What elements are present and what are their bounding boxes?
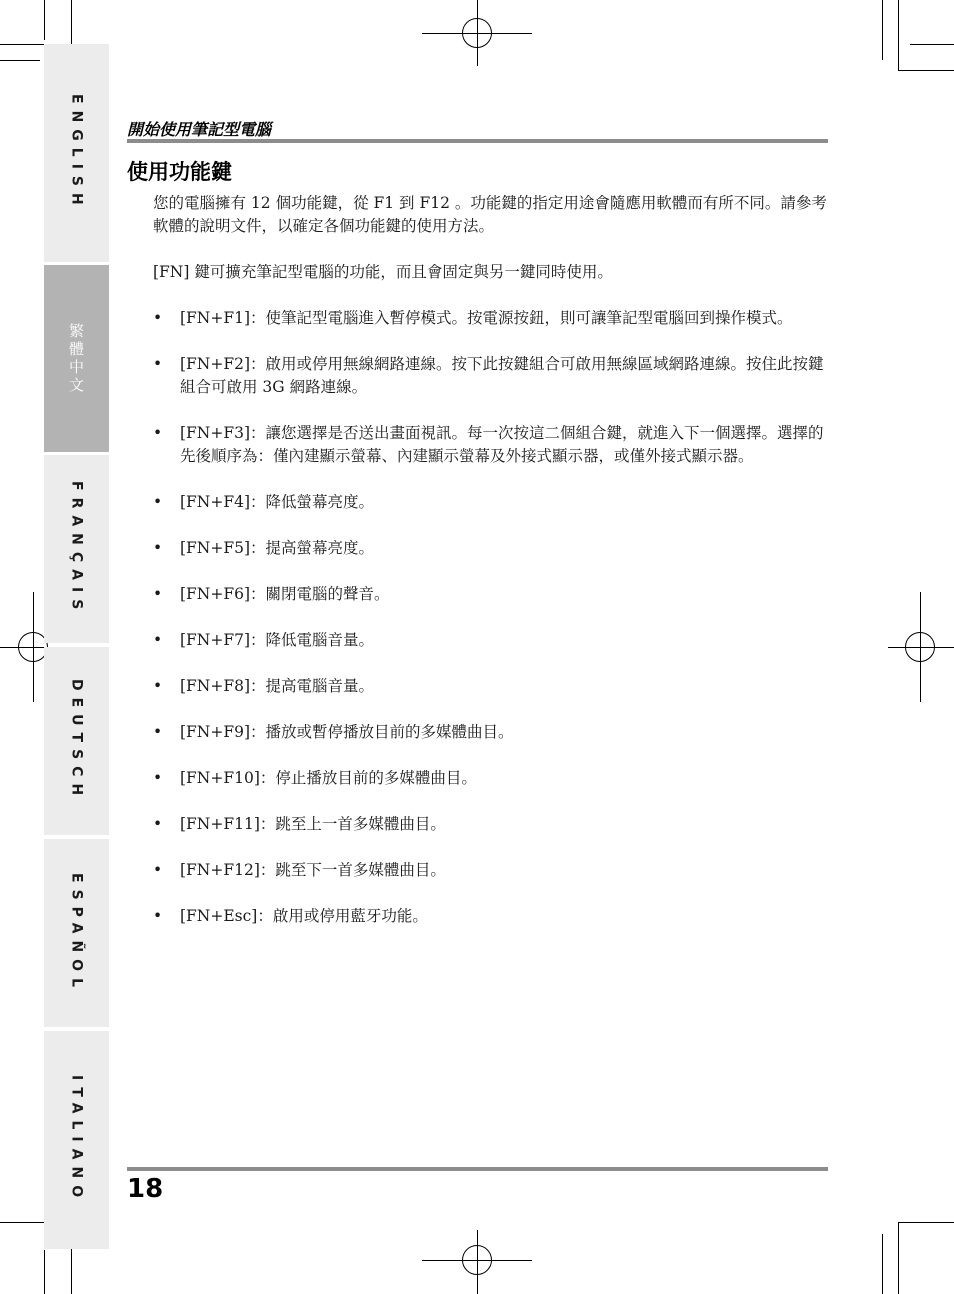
list-item-text: [FN+F2]：啟用或停用無線網路連線。按下此按鍵組合可啟用無線區域網路連線。按住此按鍵組合可啟用 3G 網路連線。 (180, 355, 824, 396)
crop-mark (898, 70, 954, 71)
list-item (153, 767, 827, 790)
intro-paragraph: [FN] 鍵可擴充筆記型電腦的功能，而且會固定與另一鍵同時使用。 (153, 263, 613, 281)
bullet-icon: • (153, 424, 163, 442)
list-item (153, 353, 827, 399)
list-item-text: [FN+F3]：讓您選擇是否送出畫面視訊。每一次按這二個組合鍵，就進入下一個選擇。選擇的先後順序為：僅內建顯示螢幕、內建顯示螢幕及外接式顯示器，或僅外接式顯示器。 (180, 424, 824, 465)
language-tabs (44, 44, 109, 1249)
list-item (153, 905, 827, 928)
bullet-icon: • (153, 907, 163, 925)
bullet-icon: • (153, 861, 163, 879)
tab-label: DEUTSCH (68, 679, 85, 803)
tab-label: ESPAÑOL (68, 872, 85, 994)
bullet-icon: • (153, 631, 163, 649)
list-item (153, 813, 827, 836)
list-item (153, 629, 827, 652)
list-item-text: [FN+F10]：停止播放目前的多媒體曲目。 (180, 769, 477, 787)
list-item-text: [FN+F11]：跳至上一首多媒體曲目。 (180, 815, 446, 833)
bullet-icon: • (153, 585, 163, 603)
list-item (153, 307, 827, 330)
registration-mark (462, 18, 492, 48)
tab-label: 繁體中文 (67, 322, 85, 395)
page-content (153, 192, 827, 951)
registration-mark (462, 1245, 492, 1275)
header-divider (127, 139, 828, 143)
crop-mark (0, 60, 40, 61)
list-item-text: [FN+F4]：降低螢幕亮度。 (180, 493, 375, 511)
list-item-text: [FN+F1]：使筆記型電腦進入暫停模式。按電源按鈕，則可讓筆記型電腦回到操作模式。 (180, 309, 793, 327)
bullet-icon: • (153, 309, 163, 327)
tab-deutsch[interactable] (44, 647, 109, 835)
tab-francais[interactable] (44, 455, 109, 643)
crop-mark (898, 1222, 954, 1223)
tab-espanol[interactable] (44, 839, 109, 1027)
list-item-text: [FN+F7]：降低電腦音量。 (180, 631, 375, 649)
bullet-icon: • (153, 677, 163, 695)
crop-mark (898, 1222, 899, 1294)
footer-divider (127, 1167, 828, 1171)
page-number: 18 (127, 1174, 164, 1204)
list-item-text: [FN+F5]：提高螢幕亮度。 (180, 539, 375, 557)
list-item (153, 491, 827, 514)
list-item (153, 422, 827, 468)
list-item-text: [FN+Esc]：啟用或停用藍牙功能。 (180, 907, 428, 925)
list-item (153, 721, 827, 744)
list-item (153, 859, 827, 882)
bullet-icon: • (153, 769, 163, 787)
crop-mark (882, 1234, 883, 1294)
tab-english[interactable] (44, 44, 109, 262)
bullet-icon: • (153, 539, 163, 557)
tab-label: ITALIANO (68, 1075, 85, 1205)
bullet-icon: • (153, 493, 163, 511)
list-item-text: [FN+F8]：提高電腦音量。 (180, 677, 375, 695)
page-title: 使用功能鍵 (127, 160, 232, 184)
tab-label: ENGLISH (68, 94, 85, 212)
intro-paragraph: 您的電腦擁有 12 個功能鍵，從 F1 到 F12 。功能鍵的指定用途會隨應用軟體而有所不同。請參考軟體的說明文件，以確定各個功能鍵的使用方法。 (153, 194, 827, 235)
crop-mark (882, 0, 883, 60)
section-header: 開始使用筆記型電腦 (127, 120, 272, 139)
registration-mark (905, 632, 935, 662)
bullet-icon: • (153, 355, 163, 373)
bullet-icon: • (153, 815, 163, 833)
list-item-text: [FN+F9]：播放或暫停播放目前的多媒體曲目。 (180, 723, 514, 741)
function-key-list (153, 307, 827, 928)
crop-mark (44, 0, 45, 40)
crop-mark (898, 0, 899, 70)
tab-label: FRANÇAIS (68, 481, 85, 617)
list-item (153, 537, 827, 560)
bullet-icon: • (153, 723, 163, 741)
crop-mark (44, 1250, 45, 1294)
list-item-text: [FN+F6]：關閉電腦的聲音。 (180, 585, 390, 603)
list-item (153, 675, 827, 698)
tab-traditional-chinese[interactable] (44, 265, 109, 452)
list-item-text: [FN+F12]：跳至下一首多媒體曲目。 (180, 861, 446, 879)
tab-italiano[interactable] (44, 1031, 109, 1249)
crop-mark (910, 44, 954, 45)
list-item (153, 583, 827, 606)
